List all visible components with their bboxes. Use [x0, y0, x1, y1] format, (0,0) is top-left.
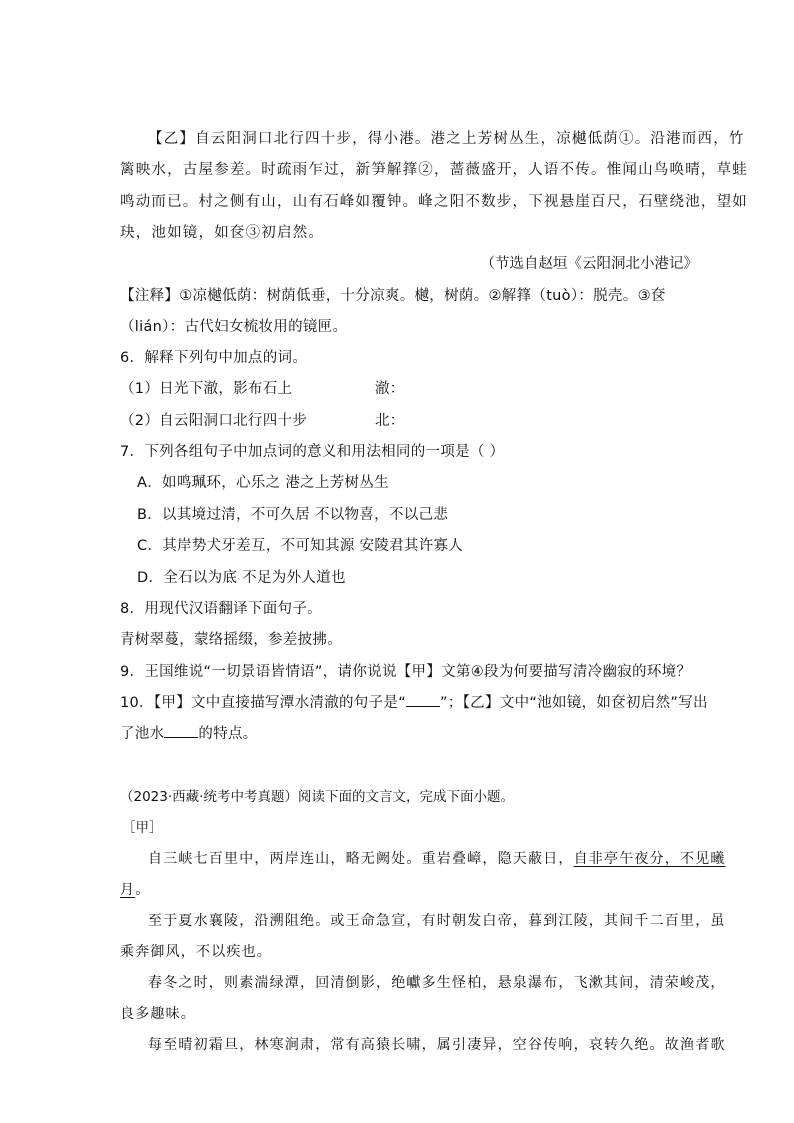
question-10-part-1: 10．【甲】文中直接描写潭水清澈的句子是“ [120, 695, 407, 711]
section-2-intro: （2023·西藏·统考中考真题）阅读下面的文言文，完成下面小题。 [120, 789, 514, 805]
passage-a-p1-text: 自三峡七百里中，两岸连山，略无阙处。重岩叠嶂，隐天蔽日， [148, 851, 574, 867]
answer-blank-2[interactable] [164, 724, 198, 738]
passage-a-p4-line-1: 每至晴初霜旦，林寒涧肃，常有高猿长啸，属引凄异，空谷传响，哀转久绝。故渔者歌 [148, 1037, 726, 1053]
passage-a-p3-line-1: 春冬之时，则素湍绿潭，回清倒影，绝巘多生怪柏，悬泉瀑布，飞漱其间，清荣峻茂， [148, 975, 726, 991]
question-9-stem: 9．王国维说“一切景语皆情语”，请你说说【甲】文第④段为何要描写清冷幽寂的环境？ [120, 664, 692, 680]
passage-b-line-4: 玦，池如镜，如奁③初启然。 [120, 225, 325, 241]
question-10-line-1 [120, 693, 708, 713]
question-8-sentence: 青树翠蔓，蒙络摇缀，参差披拂。 [120, 632, 342, 648]
passage-b-line-3: 鸣动而已。村之侧有山，山有石峰如覆钟。峰之阳不数步，下视悬崖百尺，石壁绕池，望如 [120, 194, 748, 210]
question-7-option-c: C．其岸势犬牙差互，不可知其源 安陵君其许寡人 [137, 538, 464, 554]
passage-a-p2-line-2: 乘奔御风，不以疾也。 [120, 944, 272, 960]
question-6-item-1: （1）日光下澈，影布石上 [120, 381, 293, 397]
question-6-item-2: （2）自云阳洞口北行四十步 [120, 413, 308, 429]
passage-a-p2-line-1: 至于夏水襄陵，沿溯阻绝。或王命急宣，有时朝发白帝，暮到江陵，其间千二百里，虽 [148, 913, 726, 929]
question-10-part-3: 了池水 [120, 726, 165, 742]
notes-line-1: 【注释】①凉樾低荫：树荫低垂，十分凉爽。樾，树荫。②解箨（tuò）：脱壳。③奁 [120, 288, 666, 304]
passage-a-p1-line-2 [120, 880, 150, 900]
question-6-item-1-word: 澈： [375, 381, 405, 397]
section-2-label: ［甲］ [122, 820, 163, 836]
passage-a-p1-underlined: 自非亭午夜分，不见曦 [573, 851, 726, 867]
question-6-stem: 6．解释下列句中加点的词。 [120, 350, 308, 366]
question-7-option-d: D．全石以为底 不足为外人道也 [137, 570, 346, 586]
question-7-option-b: B．以其境过清，不可久居 不以物喜，不以己悲 [137, 507, 449, 523]
question-7-option-a: A．如鸣珮环，心乐之 港之上芳树丛生 [137, 475, 389, 491]
question-10-part-2: ”；【乙】文中“池如镜，如奁初启然”写出 [440, 695, 708, 711]
passage-b-source: （节选自赵垣《云阳洞北小港记》 [480, 256, 698, 272]
question-7-stem: 7．下列各组句子中加点词的意义和用法相同的一项是（ ） [120, 444, 505, 460]
question-8-stem: 8．用现代汉语翻译下面句子。 [120, 601, 322, 617]
answer-blank-1[interactable] [406, 693, 440, 707]
question-6-item-2-word: 北： [375, 413, 405, 429]
passage-b-line-1: 【乙】自云阳洞口北行四十步，得小港。港之上芳树丛生，凉樾低荫①。沿港而西，竹 [148, 131, 745, 147]
notes-line-2: （lián）：古代妇女梳妆用的镜匣。 [120, 319, 348, 335]
passage-a-p3-line-2: 良多趣味。 [120, 1006, 196, 1022]
passage-b-line-2: 篱映水，古屋参差。时疏雨乍过，新笋解箨②，蔷薇盛开，人语不传。惟闻山鸟唤晴，草蛙 [120, 162, 748, 178]
passage-a-p1-line-1 [148, 849, 726, 869]
question-10-part-4: 的特点。 [198, 726, 258, 742]
passage-a-p1-underlined-end: 月 [120, 882, 136, 898]
passage-a-p1-period: 。 [135, 882, 151, 898]
question-10-line-2 [120, 724, 258, 744]
